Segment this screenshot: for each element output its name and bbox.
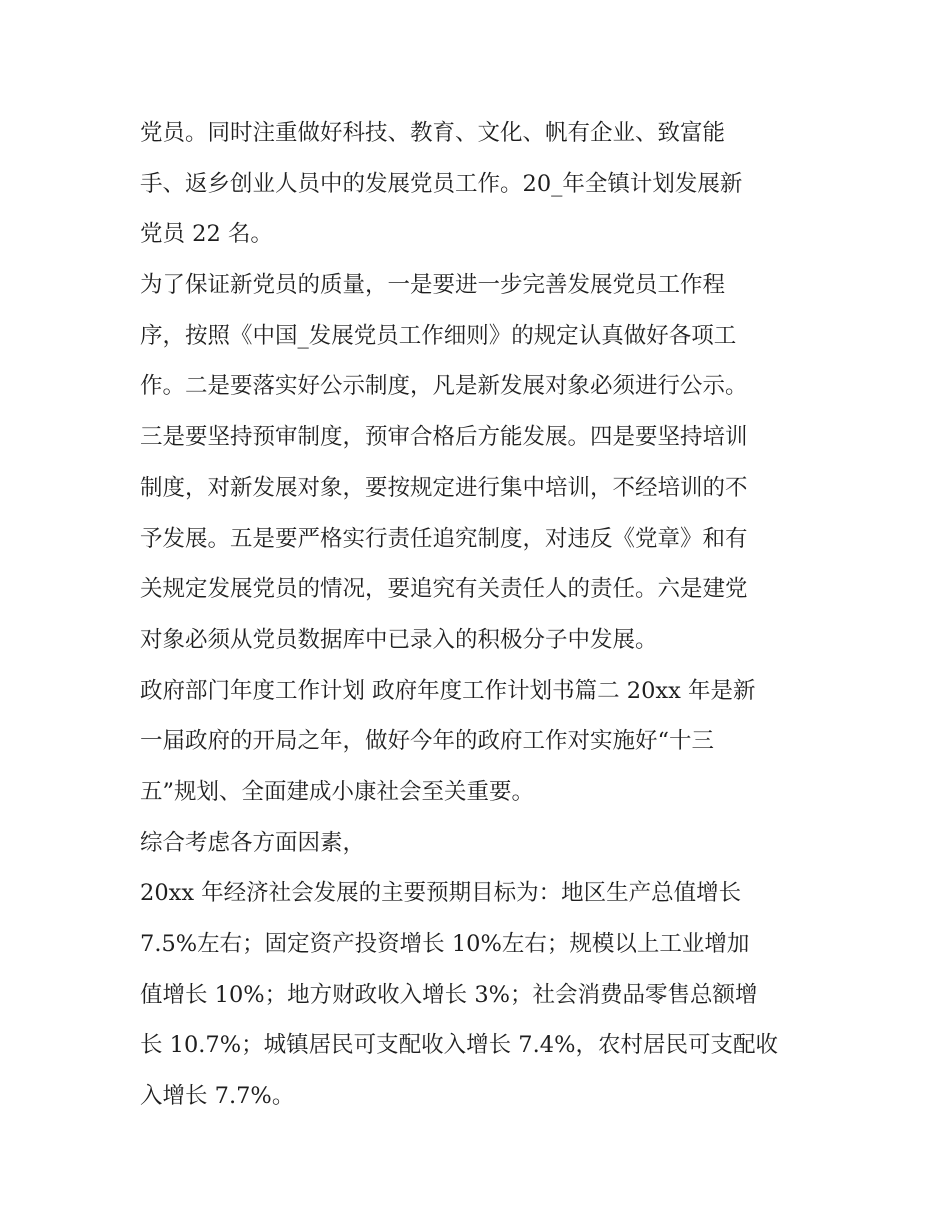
text-line: 作。二是要落实好公示制度，凡是新发展对象必须进行公示。: [140, 373, 748, 400]
text-line: 为了保证新党员的质量，一是要进一步完善发展党员工作程: [140, 272, 726, 299]
paragraph-government-plan-intro: [140, 666, 820, 818]
document-body: [140, 108, 820, 1122]
text-line: 政府部门年度工作计划 政府年度工作计划书篇二 20xx 年是新: [140, 677, 756, 704]
text-line: 予发展。五是要严格实行责任追究制度，对违反《党章》和有: [140, 525, 748, 552]
text-line: 党员 22 名。: [140, 221, 273, 248]
text-line: 长 10.7%；城镇居民可支配收入增长 7.4%，农村居民可支配收: [140, 1032, 778, 1059]
paragraph-development-targets: [140, 868, 820, 1121]
text-line: 关规定发展党员的情况，要追究有关责任人的责任。六是建党: [140, 576, 748, 603]
text-line: 综合考虑各方面因素，: [140, 829, 366, 856]
text-line: 7.5%左右；固定资产投资增长 10%左右；规模以上工业增加: [140, 931, 750, 957]
text-line: 序，按照《中国_发展党员工作细则》的规定认真做好各项工: [140, 322, 737, 349]
text-line: 制度，对新发展对象，要按规定进行集中培训，不经培训的不: [140, 474, 748, 501]
text-line: 三是要坚持预审制度，预审合格后方能发展。四是要坚持培训: [140, 424, 748, 451]
text-line: 入增长 7.7%。: [140, 1083, 295, 1110]
text-line: 一届政府的开局之年，做好今年的政府工作对实施好“十三: [140, 728, 715, 755]
text-line: 手、返乡创业人员中的发展党员工作。20_年全镇计划发展新: [140, 170, 743, 197]
text-line: 对象必须从党员数据库中已录入的积极分子中发展。: [140, 626, 658, 653]
paragraph-party-member-target: [140, 108, 820, 260]
paragraph-considerations: [140, 818, 820, 869]
text-line: 党员。同时注重做好科技、教育、文化、帆有企业、致富能: [140, 120, 726, 146]
text-line: 20xx 年经济社会发展的主要预期目标为：地区生产总值增长: [140, 880, 742, 907]
paragraph-member-quality-measures: [140, 260, 820, 666]
text-line: 五”规划、全面建成小康社会至关重要。: [140, 778, 535, 805]
text-line: 值增长 10%；地方财政收入增长 3%；社会消费品零售总额增: [140, 981, 758, 1008]
